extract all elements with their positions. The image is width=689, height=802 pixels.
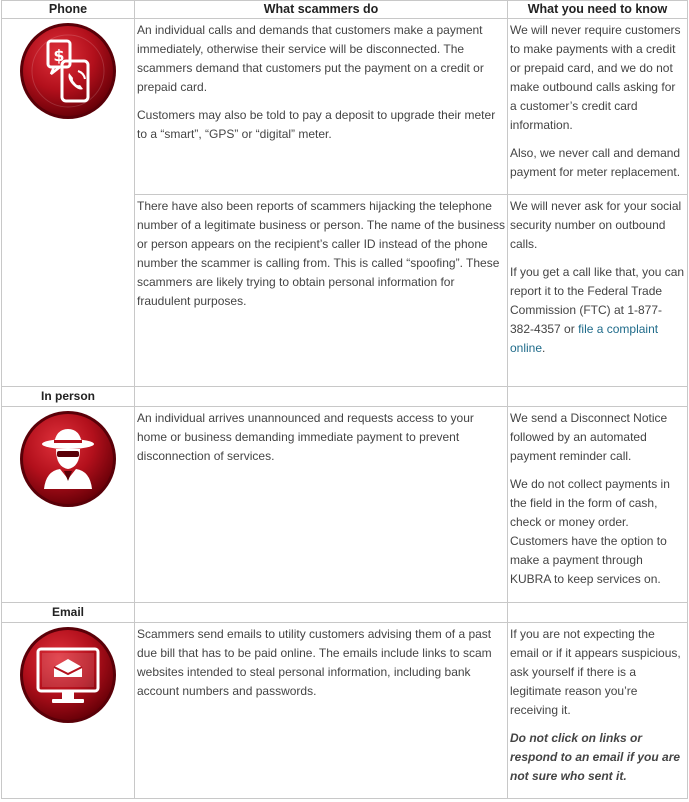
phone-row-1 — [2, 19, 688, 195]
email-label-spacer-2 — [508, 603, 688, 623]
email-scam-cell — [135, 623, 508, 799]
email-icon-cell — [2, 623, 135, 799]
ftc-report-text — [510, 263, 685, 358]
in-person-scam-text: An individual arrives unannounced and requests access to your home or business demanding immediate payment to prevent disconnection of services. — [137, 411, 474, 463]
in-person-know-cell — [508, 407, 688, 603]
email-label: Email — [2, 603, 135, 623]
ftc-report-lead: If you get a call like that, you can report it to the Federal Trade Commission (FTC) at 1-877-382-4357 or — [510, 265, 685, 336]
in-person-scam-cell — [135, 407, 508, 603]
email-label-spacer-1 — [135, 603, 508, 623]
phone-know-text-1: We will never require customers to make payments with a credit or prepaid card, and we do not make outbound calls asking for a customer’s credit card information. — [510, 23, 681, 132]
email-scam-text: Scammers send emails to utility customers advising them of a past due bill that has to be paid online. The emails include links to scam websites intended to steal personal information, including bank account numbers and passwords. — [137, 627, 492, 698]
file-complaint-link[interactable]: file a complaint online — [510, 322, 659, 355]
email-label-row — [2, 603, 688, 623]
in-person-row — [2, 407, 688, 603]
person-icon-cell — [2, 407, 135, 603]
ftc-report-end: . — [542, 341, 546, 355]
phone-know-cell-2 — [508, 195, 688, 387]
in-person-label-spacer-1 — [135, 387, 508, 407]
phone-know-text-2: Also, we never call and demand payment for meter replacement. — [510, 146, 681, 179]
in-person-label: In person — [2, 387, 135, 407]
in-person-know-text-1: We send a Disconnect Notice followed by an automated payment reminder call. — [510, 411, 668, 463]
header-phone: Phone — [2, 1, 135, 19]
svg-text:$: $ — [53, 46, 65, 65]
in-person-label-row — [2, 387, 688, 407]
phone-icon-cell — [2, 19, 135, 387]
phone-scam-text-2: Customers may also be told to pay a deposit to upgrade their meter to a “smart”, “GPS” or “digital” meter. — [137, 108, 496, 141]
email-monitor-icon — [18, 625, 118, 725]
header-what-you-need-to-know: What you need to know — [508, 1, 688, 19]
phone-scam-cell-2 — [135, 195, 508, 387]
phone-scam-cell-1 — [135, 19, 508, 195]
header-row — [2, 1, 688, 19]
email-know-text-1: If you are not expecting the email or if it appears suspicious, ask yourself if there is a legitimate reason you’re receiving it. — [510, 627, 681, 717]
phone-payment-icon — [18, 21, 118, 121]
email-know-cell — [508, 623, 688, 799]
scammer-person-icon — [18, 409, 118, 509]
phone-know-cell-1 — [508, 19, 688, 195]
spoofing-text: There have also been reports of scammers hijacking the telephone number of a legitimate business or person. The name of the business or person appears on the recipient’s caller ID instead of the phone number the scammer is calling from. This is called “spoofing”. These scammers are likely trying to obtain personal information for fraudulent purposes. — [137, 199, 505, 308]
ssn-text: We will never ask for your social security number on outbound calls. — [510, 199, 682, 251]
scam-info-table — [1, 0, 688, 799]
in-person-label-spacer-2 — [508, 387, 688, 407]
email-warning-text: Do not click on links or respond to an email if you are not sure who sent it. — [510, 731, 681, 783]
header-what-scammers-do: What scammers do — [135, 1, 508, 19]
phone-scam-text-1: An individual calls and demands that customers make a payment immediately, otherwise their service will be disconnected. The scammers demand that customers put the payment on a credit or prepaid card. — [137, 23, 484, 94]
email-row — [2, 623, 688, 799]
in-person-know-text-2: We do not collect payments in the field in the form of cash, check or money order. Customers have the option to make a payment through KUBRA to keep services on. — [510, 477, 670, 586]
